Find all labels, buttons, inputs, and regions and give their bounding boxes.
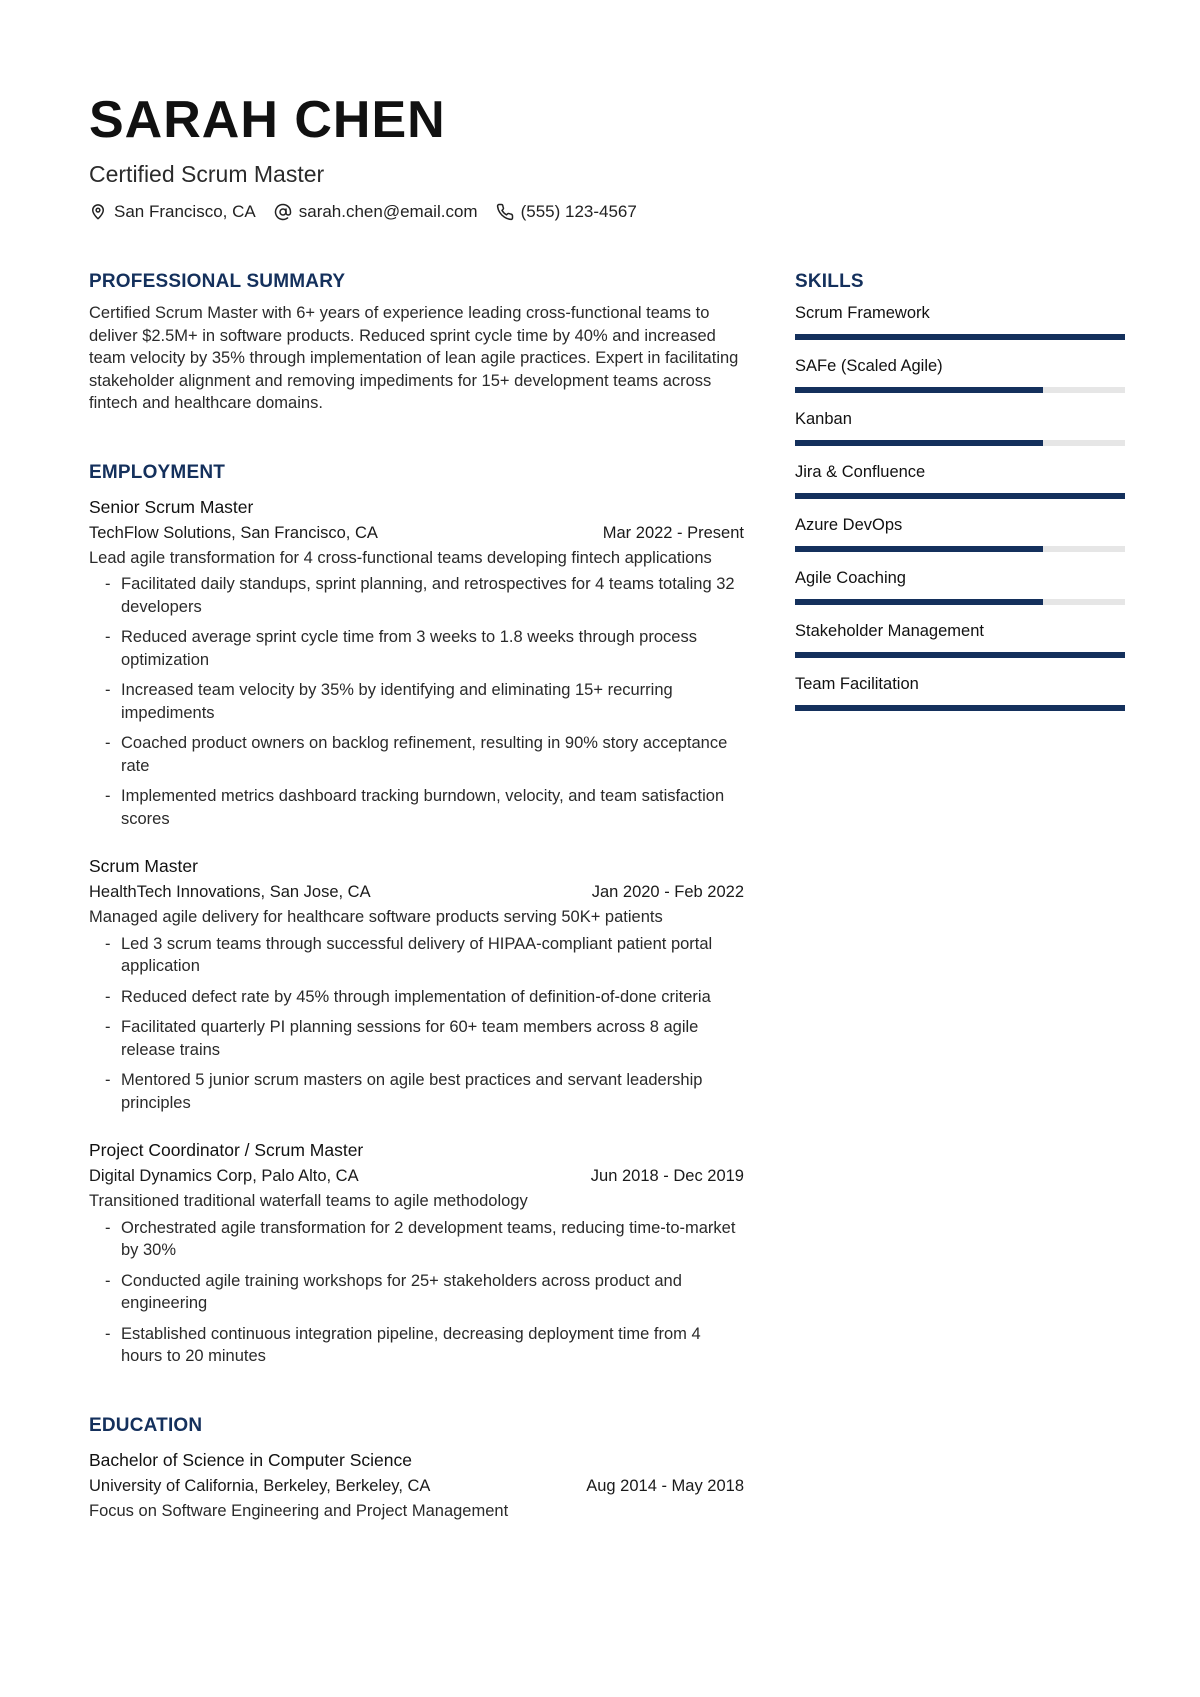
phone-text[interactable]: (555) 123-4567	[520, 202, 637, 221]
job-meta	[89, 880, 744, 904]
skill-item	[795, 620, 1125, 673]
job-bullets	[89, 573, 744, 830]
contact-email[interactable]	[274, 202, 478, 222]
candidate-name: SARAH CHEN	[89, 91, 446, 149]
employment-heading: EMPLOYMENT	[89, 461, 226, 483]
skill-level-bar	[795, 387, 1125, 393]
skill-item	[795, 355, 1125, 408]
job-bullet: - Reduced average sprint cycle time from 3 weeks to 1.8 weeks through process optimization	[89, 626, 744, 671]
skill-level-fill	[795, 546, 1043, 552]
job-list	[89, 495, 744, 1368]
skills-list	[795, 302, 1125, 726]
job-company: TechFlow Solutions, San Francisco, CA	[89, 523, 378, 542]
phone-icon	[496, 203, 514, 221]
job-dates: Mar 2022 - Present	[602, 523, 744, 542]
job-dates: Jun 2018 - Dec 2019	[590, 1167, 744, 1185]
skill-level-fill	[795, 387, 1043, 393]
summary-heading: PROFESSIONAL SUMMARY	[89, 271, 346, 292]
skill-name: Team Facilitation	[795, 675, 919, 693]
summary-section	[89, 270, 744, 415]
skill-item	[795, 408, 1125, 461]
employment-section	[89, 461, 744, 1368]
job-title: Senior Scrum Master	[89, 496, 254, 517]
job-meta	[89, 521, 744, 545]
contact-location	[89, 202, 256, 222]
location-text: San Francisco, CA	[114, 202, 256, 221]
education-section	[89, 1414, 744, 1523]
skill-name: Agile Coaching	[795, 569, 906, 587]
skill-item	[795, 673, 1125, 726]
job-bullet: - Implemented metrics dashboard tracking burndown, velocity, and team satisfaction scores	[89, 785, 744, 830]
job-bullet: - Coached product owners on backlog refinement, resulting in 90% story acceptance rate	[89, 732, 744, 777]
education-meta	[89, 1474, 744, 1498]
skill-level-bar	[795, 599, 1125, 605]
skill-name: Stakeholder Management	[795, 622, 984, 640]
degree-title: Bachelor of Science in Computer Science	[89, 1449, 412, 1470]
skill-name: SAFe (Scaled Agile)	[795, 357, 943, 375]
skill-level-fill	[795, 334, 1125, 340]
skill-level-fill	[795, 493, 1125, 499]
skill-name: Jira & Confluence	[795, 463, 926, 481]
education-heading: EDUCATION	[89, 1414, 203, 1436]
job-bullet: - Facilitated daily standups, sprint planning, and retrospectives for 4 teams totaling 32 developers	[89, 573, 744, 618]
skill-item	[795, 302, 1125, 355]
job-bullet: - Orchestrated agile transformation for 2 development teams, reducing time-to-market by 30%	[89, 1217, 744, 1262]
at-sign-icon	[274, 203, 292, 221]
education-description: Focus on Software Engineering and Project Management	[89, 1501, 509, 1520]
skill-item	[795, 567, 1125, 620]
main-column	[89, 270, 744, 1522]
skill-level-fill	[795, 705, 1125, 711]
map-pin-icon	[89, 203, 107, 221]
candidate-title: Certified Scrum Master	[89, 161, 325, 187]
job-bullet: - Mentored 5 junior scrum masters on agile best practices and servant leadership principles	[89, 1069, 744, 1114]
job-bullets	[89, 933, 744, 1115]
skill-level-bar	[795, 546, 1125, 552]
skill-name: Azure DevOps	[795, 516, 903, 534]
job-entry	[89, 495, 744, 831]
skill-level-bar	[795, 493, 1125, 499]
job-bullet: - Increased team velocity by 35% by identifying and eliminating 15+ recurring impediments	[89, 679, 744, 724]
job-bullet: - Established continuous integration pipeline, decreasing deployment time from 4 hours to 20 minutes	[89, 1323, 744, 1368]
skill-name: Scrum Framework	[795, 304, 930, 322]
job-bullet: - Facilitated quarterly PI planning sessions for 60+ team members across 8 agile release trains	[89, 1016, 744, 1061]
job-dates: Jan 2020 - Feb 2022	[591, 883, 744, 901]
skill-item	[795, 514, 1125, 567]
job-title: Project Coordinator / Scrum Master	[89, 1140, 364, 1160]
job-title: Scrum Master	[89, 856, 198, 876]
job-bullet: - Led 3 scrum teams through successful delivery of HIPAA-compliant patient portal application	[89, 933, 744, 978]
job-entry	[89, 854, 744, 1114]
skill-level-bar	[795, 440, 1125, 446]
job-description: Managed agile delivery for healthcare software products serving 50K+ patients	[89, 908, 663, 926]
job-entry	[89, 1138, 744, 1368]
education-dates: Aug 2014 - May 2018	[586, 1476, 744, 1495]
skill-level-bar	[795, 334, 1125, 340]
job-meta	[89, 1164, 744, 1188]
contact-phone[interactable]	[496, 202, 637, 222]
skill-level-fill	[795, 440, 1043, 446]
job-bullet: - Conducted agile training workshops for 25+ stakeholders across product and engineering	[89, 1270, 744, 1315]
job-description: Lead agile transformation for 4 cross-functional teams developing fintech applications	[89, 548, 712, 567]
job-company: HealthTech Innovations, San Jose, CA	[89, 883, 371, 901]
job-company: Digital Dynamics Corp, Palo Alto, CA	[89, 1167, 359, 1185]
job-bullet: - Reduced defect rate by 45% through implementation of definition-of-done criteria	[89, 986, 744, 1009]
resume-header	[89, 90, 1109, 222]
skill-level-bar	[795, 705, 1125, 711]
contact-info	[89, 202, 1109, 222]
job-description: Transitioned traditional waterfall teams to agile methodology	[89, 1192, 528, 1210]
skill-level-bar	[795, 652, 1125, 658]
skill-item	[795, 461, 1125, 514]
sidebar-column	[795, 270, 1125, 726]
job-bullets	[89, 1217, 744, 1368]
summary-text: Certified Scrum Master with 6+ years of experience leading cross-functional teams to deliver $2.5M+ in software products. Reduced sprint cycle time by 40% and increased team velocity by 35% through implementation of lean agile practices. Expert in facilitating stakeholder alignment and removing impediments for 15+ development teams across fintech and healthcare domains.	[89, 304, 739, 412]
skill-level-fill	[795, 599, 1043, 605]
email-text[interactable]: sarah.chen@email.com	[298, 202, 478, 221]
skills-heading: SKILLS	[795, 271, 864, 292]
skill-level-fill	[795, 652, 1125, 658]
school-name: University of California, Berkeley, Berkeley, CA	[89, 1476, 431, 1495]
skill-name: Kanban	[795, 410, 852, 428]
